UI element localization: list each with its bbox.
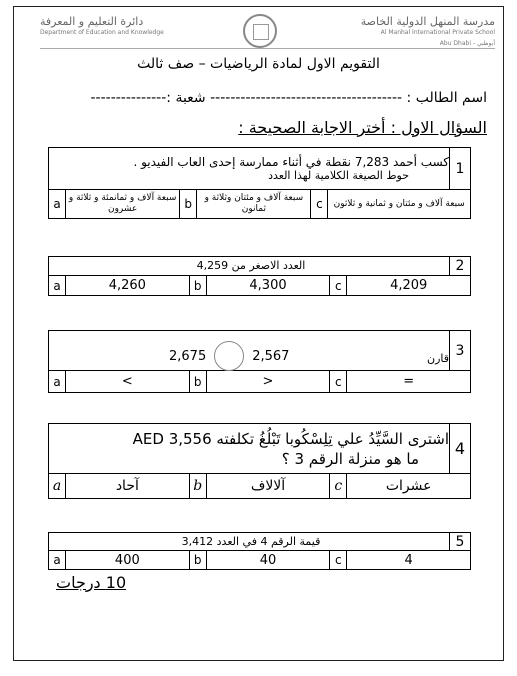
answer-options <box>49 551 470 569</box>
option-letter: a <box>49 371 66 392</box>
question-number: 3 <box>449 331 470 370</box>
option-a[interactable]: آحاد <box>66 474 190 498</box>
option-c[interactable]: 4 <box>404 552 413 568</box>
question-body <box>53 424 449 473</box>
option-a[interactable]: 4,260 <box>66 276 190 295</box>
question-text: قيمة الرقم 4 في العدد 3,412 <box>181 534 321 548</box>
question-5-text-row <box>49 533 470 551</box>
question-1-text-row <box>49 148 470 190</box>
question-body <box>53 257 449 275</box>
option-letter: a <box>49 276 66 295</box>
section-heading: السؤال الاول : أختر الاجابة الصحيحة : <box>238 118 487 137</box>
question-number: 2 <box>449 257 470 275</box>
question-2-text-row <box>49 257 470 276</box>
question-3-text-row <box>49 331 470 371</box>
option-c[interactable]: سبعة آلاف و مئتان و ثمانية و ثلاثون <box>333 198 465 209</box>
option-letter: b <box>190 371 207 392</box>
department-header <box>40 16 220 46</box>
department-name-ar: دائرة التعليم و المعرفة <box>40 15 144 28</box>
option-letter: b <box>190 474 207 498</box>
option-letter: a <box>49 190 66 218</box>
page-title: التقويم الاول لمادة الرياضيات – صف ثالث <box>137 56 380 72</box>
header-divider <box>40 48 495 49</box>
question-4-text-row <box>49 424 470 474</box>
answer-options <box>49 474 470 498</box>
question-3 <box>48 330 471 393</box>
department-name-en: Department of Education and Knowledge <box>40 29 164 36</box>
school-name-ar: مدرسة المنهل الدولية الخاصة <box>360 15 495 28</box>
school-city: Abu Dhabi - أبوظبي <box>439 40 495 47</box>
option-letter: c <box>330 371 347 392</box>
comparison <box>169 341 289 371</box>
option-b[interactable]: > <box>207 371 331 392</box>
question-body <box>53 533 449 550</box>
answer-options <box>49 371 470 392</box>
option-c[interactable]: عشرات <box>385 478 432 494</box>
option-a[interactable]: سبعة آلاف و ثمانمئة و ثلاثة و عشرون <box>66 190 180 218</box>
option-b[interactable]: 4,300 <box>207 276 331 295</box>
question-2 <box>48 256 471 296</box>
school-name-en: Al Manhal International Private School <box>380 29 495 36</box>
score-label: 10 درجات <box>56 573 127 592</box>
answer-options <box>49 276 470 295</box>
question-subtext: ما هو منزلة الرقم 3 ؟ <box>281 449 419 468</box>
school-header <box>325 16 495 46</box>
question-body <box>53 148 449 189</box>
compare-right-value: 2,567 <box>252 348 290 364</box>
question-4 <box>48 423 471 499</box>
option-c[interactable]: 4,209 <box>390 278 428 293</box>
student-info-line: اسم الطالب : -------------------------------------- شعبة :--------------- <box>90 90 487 106</box>
option-b[interactable]: 40 <box>207 551 331 569</box>
option-letter: c <box>330 276 347 295</box>
option-b[interactable]: آلالاف <box>207 474 331 498</box>
school-logo-icon <box>243 14 277 48</box>
question-text: العدد الاصغر من 4,259 <box>196 259 306 272</box>
question-text: كسب أحمد 7,283 نقطة في أثناء ممارسة إحدى العاب الفيديو . <box>133 154 449 169</box>
question-number: 1 <box>449 148 470 189</box>
option-a[interactable]: < <box>66 371 190 392</box>
option-letter: a <box>49 474 66 498</box>
option-b[interactable]: سبعة آلاف و مئتان وثلاثة و ثمانون <box>197 190 311 218</box>
question-text: قارن <box>427 352 449 365</box>
question-text: اشترى السَّيِّدُ علي تِلِسْكُوبا تَبْلُغُ تكلفته AED 3,556 <box>132 429 449 448</box>
question-1 <box>48 147 471 219</box>
question-5 <box>48 532 471 570</box>
question-subtext: حوط الصيغة الكلامية لهذا العدد <box>268 168 409 182</box>
option-letter: c <box>330 474 347 498</box>
option-letter: b <box>190 551 207 569</box>
option-letter: c <box>330 551 347 569</box>
compare-left-value: 2,675 <box>169 348 207 364</box>
question-number: 5 <box>449 533 470 550</box>
option-a[interactable]: 400 <box>66 551 190 569</box>
option-letter: c <box>311 190 328 218</box>
question-number: 4 <box>449 424 470 473</box>
option-letter: b <box>180 190 197 218</box>
answer-options <box>49 190 470 218</box>
option-letter: b <box>190 276 207 295</box>
option-letter: a <box>49 551 66 569</box>
compare-circle[interactable] <box>214 341 244 371</box>
option-c[interactable]: = <box>403 374 415 389</box>
